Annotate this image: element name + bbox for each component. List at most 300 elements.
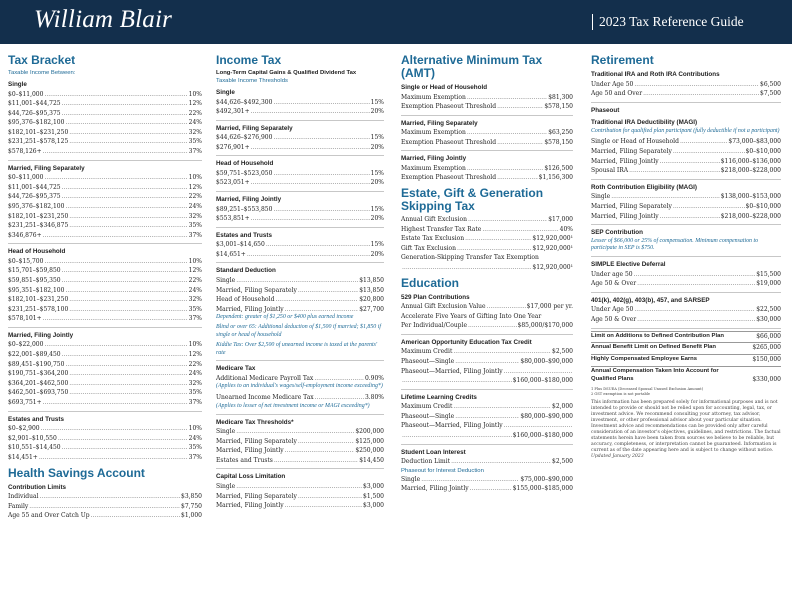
row-value: 35% [188,305,202,313]
row-label: Gift Tax Exclusion [401,244,457,252]
row-value: $7,750 [181,502,202,510]
row-value: 10% [188,425,202,433]
table-row [8,128,202,138]
divider [8,327,202,328]
student-loan-title: Student Loan Interest [401,448,466,456]
row-label: Per Individual/Couple [401,322,467,330]
group-title: Married, Filing Jointly [401,155,467,163]
table-row [216,286,384,296]
row-value: 10% [188,174,202,182]
row-label: $364,201–$462,500 [8,379,69,387]
divider [591,224,781,225]
aotc-mfj-value: ..... $160,000–$180,000 [401,376,573,386]
table-row [401,225,573,235]
plan-529-title: 529 Plan Contributions [401,293,470,301]
phaseout-title: Phaseout [591,106,620,114]
table-row [8,118,202,128]
row-value: 20% [370,215,384,223]
table-row [8,183,202,193]
ira-contrib-title: Traditional IRA and Roth IRA Contributions [591,71,720,78]
medicare-payroll-note: (Applies to an individual's wages/self-employment income exceeding*) [216,383,383,390]
divider [401,444,573,445]
row-label: Individual [8,493,39,500]
table-row [8,398,202,408]
row-value: 20% [370,143,384,151]
divider [401,389,573,390]
table-row [216,107,384,117]
row-value: 20% [370,108,384,116]
row-value: 22% [188,277,202,284]
table-row [591,270,781,280]
row-value: 32% [188,128,202,136]
table-row [8,276,202,286]
divider [8,160,202,161]
limit-row [591,355,781,364]
group-title: Single [8,81,27,88]
row-value: $3,000 [363,482,384,490]
estate-title: Estate, Gift & Generation Skipping Tax [401,186,544,214]
table-row [401,347,573,357]
table-row [8,173,202,183]
row-value: 32% [188,296,202,304]
row-value: $125,000 [355,437,384,445]
table-row [8,511,202,521]
row-label: $0–$22,000 [8,341,44,349]
row-value: $578,150 [544,103,573,111]
table-row [216,427,384,437]
std-deduction-note-dependent: Dependent: greater of $1,250 or $400 plus earned income [216,314,354,321]
divider [591,292,781,293]
divider [216,120,384,121]
row-label: $0–$11,000 [8,174,44,182]
row-label: $44,726–$95,375 [8,193,61,201]
trad-ira-title: Traditional IRA Deductibility (MAGI) [591,119,698,127]
row-label: Maximum Exemption [401,164,466,172]
group-title: Head of Household [8,248,66,256]
student-loan-rows [401,457,573,467]
row-value: 15% [370,241,384,249]
row-value: $3,000 [363,502,384,510]
divider [216,227,384,228]
row-value: $218,000–$228,000 [720,167,781,175]
row-label: $276,901+ [216,143,250,151]
table-row [8,305,202,315]
limit-row [591,332,781,341]
table-row [591,212,781,222]
row-label: Phaseout—Single [401,412,455,420]
document-title: 2023 Tax Reference Guide [592,14,744,30]
row-label: $22,001–$89,450 [8,351,61,359]
table-row [8,109,202,119]
table-row [591,147,781,157]
row-value: 15% [370,98,384,106]
row-label: $89,451–$190,750 [8,360,65,368]
table-row [591,137,781,147]
table-row [8,453,202,463]
row-label: $2,901–$10,550 [8,434,57,442]
row-value: 24% [188,434,202,442]
row-label: $59,751–$523,050 [216,169,273,177]
row-value: $80,000–$90,000 [520,412,573,420]
row-label: Age 50 and Over [591,90,643,98]
aotc-mfj-label: Phaseout—Married, Filing Jointly ..... [401,367,573,377]
trad-ira-rows [591,137,781,175]
table-row [8,137,202,147]
income-tax-thresholds-label: Taxable Income Thresholds [216,78,288,84]
table-row [401,128,573,138]
row-label: $95,376–$182,100 [8,119,65,127]
table-row [8,434,202,444]
limit-row [591,367,781,384]
group-title: Estates and Trusts [8,415,64,423]
row-value: 35% [188,138,202,146]
row-value: $13,850 [359,286,384,294]
row-value: 35% [188,222,202,230]
medicare-payroll-row [216,374,384,384]
medicare-unearned-row [216,393,384,403]
limit-value: $66,000 [756,332,781,340]
table-row [216,143,384,153]
table-row [8,147,202,157]
hsa-group-title: Contribution Limits [8,483,67,491]
row-value: $7,500 [760,90,781,98]
table-row [8,257,202,267]
row-value: $126,500 [544,164,573,172]
table-row [8,231,202,241]
table-row [591,315,781,325]
divider [216,360,384,361]
row-label: Married, Filing Jointly [216,502,284,510]
table-row [591,202,781,212]
table-row [216,492,384,502]
row-label: $15,701–$59,850 [8,267,61,275]
llc-mfj-value: ..... $160,000–$180,000 [401,431,573,441]
row-value: 3.80% [364,394,384,402]
row-label: $553,851+ [216,215,250,223]
hsa-rows [8,492,202,521]
table-row [591,80,781,90]
row-value: $75,000–$90,000 [520,475,573,483]
table-row [401,102,573,112]
row-label: Under Age 50 [591,80,634,88]
hsa-title: Health Savings Account [8,465,145,480]
row-value: 24% [188,370,202,378]
row-value: $6,500 [760,80,781,88]
row-label: $59,851–$95,350 [8,277,61,284]
row-value: 10% [188,341,202,349]
row-label: Age 50 & Over [591,316,637,324]
row-label: Highest Transfer Tax Rate [401,225,482,233]
row-value: 40% [559,225,573,233]
row-value: $2,500 [552,458,573,466]
medicare-thresholds-rows [216,427,384,465]
row-label: Annual Gift Exclusion Value [401,303,486,311]
table-row [216,276,384,286]
divider [591,328,781,329]
row-label: Single or Head of Household [591,138,679,146]
table-row [591,305,781,315]
table-row [8,350,202,360]
row-label: Married, Filing Separately [591,202,672,210]
footnote-1: 1 Plus DSUEA (Deceased Spousal Unused Exclusion Amount) [591,386,704,391]
std-deduction-title: Standard Deduction [216,267,276,275]
row-label: $182,101–$231,250 [8,296,69,304]
column-tax-bracket [8,54,202,521]
row-label: Exemption Phaseout Threshold [401,103,497,111]
table-row [8,492,202,502]
table-row [8,295,202,305]
tax-bracket-groups [8,81,202,463]
row-value: $2,500 [552,348,573,356]
row-label: $578,126+ [8,148,42,156]
table-row [216,250,384,260]
disclaimer-text: This information has been prepared solely for informational purposes and is not intended to provide or should not be relied upon for accounting, legal, tax, or investment advice. We recommend consulting your attorney, tax advisor, investment, or other professional advisor about your particular situation. Investment advice and recommendations can be provided only after careful consideration of an investor's objectives, guidelines, and restrictions. The factual statements herein have been taken from sources we believe to be reliable, but accuracy, completeness, or interpretation cannot be guaranteed. Information is current as of the date appearing here and is subject to change without notice. [591,400,781,453]
row-label: $11,001–$44,725 [8,100,61,108]
tax-bracket-subtitle: Taxable Income Between: [8,70,76,76]
row-label: Married, Filing Separately [591,148,672,156]
group-title: Married, Filing Separately [216,124,293,132]
group-title: Single or Head of Household [401,84,488,91]
table-row [8,192,202,202]
row-value: $218,000–$228,000 [720,212,781,220]
group-title: Married, Filing Jointly [216,196,282,204]
row-value: $81,300 [548,93,573,101]
medicare-unearned-note: (Applies to lesser of net investment income or MAGI exceeding*) [216,402,370,409]
divider [8,411,202,412]
row-label: Under Age 50 [591,306,634,314]
row-value: 12% [188,183,202,191]
amt-title: Alternative Minimum Tax (AMT) [401,53,543,80]
retirement-title: Retirement [591,53,654,67]
row-label: $0–$15,700 [8,257,44,265]
row-value: 0.90% [364,374,384,382]
row-label: Single [216,428,236,436]
row-value: $30,000 [756,316,781,324]
education-title: Education [401,275,460,290]
std-deduction-note-kiddie: Kiddie Tax: Over $2,500 of unearned income is taxed at the parents' rate [216,341,378,356]
row-label: Additional Medicare Payroll Tax [216,374,314,382]
divider [401,334,573,335]
plan-529-accelerate: Accelerate Five Years of Gifting Into One Year [401,312,542,320]
divider [216,468,384,469]
row-value: 37% [188,231,202,239]
row-value: $19,000 [756,280,781,288]
row-label: Exemption Phaseout Threshold [401,138,497,146]
table-row [401,234,573,244]
table-row [216,446,384,456]
limit-value: $150,000 [752,356,781,364]
row-value: $27,700 [359,305,384,313]
row-value: 24% [188,286,202,294]
table-row [216,456,384,466]
table-row [8,424,202,434]
row-label: $3,001–$14,650 [216,241,265,249]
table-row [8,388,202,398]
llc-title: Lifetime Learning Credits [401,393,477,401]
medicare-thresholds-title: Medicare Tax Thresholds* [216,418,294,426]
row-value: 20% [370,179,384,187]
table-row [401,173,573,183]
group-title: Married, Filing Separately [8,164,85,172]
std-deduction-note-blind: Blind or over 65: Additional deduction of $1,500 if married; $1,850 if single or head of household [216,324,381,338]
capital-loss-rows [216,482,384,511]
simple-rows [591,270,781,289]
row-label: $44,726–$95,375 [8,109,61,117]
row-label: Phaseout—Single [401,358,455,365]
row-value: $1,500 [363,492,384,500]
amt-groups [401,84,573,183]
table-row [8,221,202,231]
income-tax-groups [216,89,384,259]
row-label: Age 55 and Over Catch Up [8,512,90,520]
row-value: 10% [188,90,202,98]
divider [401,115,573,116]
row-label: Maximum Credit [401,348,453,356]
row-value: 35% [188,444,202,452]
row-label: $0–$2,900 [8,425,40,433]
column-income-tax [216,54,384,511]
row-value: $22,500 [756,306,781,314]
row-value: 35% [188,389,202,397]
limit-label: Highly Compensated Employee Earns [591,356,698,363]
row-value: 24% [188,202,202,210]
trad-ira-note: Contribution for qualified plan participant (fully deductible if not a participant) [591,127,780,134]
row-label: $231,251–$578,100 [8,305,69,313]
row-value: $17,000 per yr. [526,303,573,311]
row-value: 22% [188,360,202,368]
group-title: Married, Filing Jointly [8,331,74,339]
table-row [216,133,384,143]
row-label: $95,351–$182,100 [8,286,65,294]
row-value: $138,000–$153,000 [720,193,781,201]
row-value: $12,920,000¹ [532,235,573,243]
row-label: Married, Filing Separately [216,492,297,500]
row-label: $231,251–$346,875 [8,222,69,230]
column-amt-estate-education [401,54,573,494]
divider [216,155,384,156]
row-label: Exemption Phaseout Threshold [401,174,497,182]
table-row [8,369,202,379]
capital-loss-title: Capital Loss Limitation [216,473,286,481]
group-title: Estates and Trusts [216,231,272,239]
updated-date: Updated January 2023 [591,454,644,459]
row-label: Head of Household [216,296,275,304]
limit-label: Annual Benefit Limit on Defined Benefit Plan [591,344,717,351]
sep-title: SEP Contribution [591,229,644,237]
table-row [401,475,573,485]
row-label: $44,626–$492,300 [216,98,273,106]
row-label: $14,651+ [216,250,246,258]
table-row [401,164,573,174]
row-label: Single [591,193,611,201]
row-label: $523,051+ [216,179,250,187]
group-title: Head of Household [216,160,274,168]
row-label: $346,876+ [8,231,42,239]
row-label: Unearned Income Medicare Tax [216,394,314,402]
row-value: 12% [188,351,202,359]
table-row [401,357,573,367]
row-value: $80,000–$90,000 [520,358,573,365]
row-value: $73,000–$83,000 [728,138,781,146]
row-value: $12,920,000¹ [532,264,573,272]
tax-bracket-title: Tax Bracket [8,53,76,67]
ira-contrib-rows [591,80,781,99]
row-label: $0–$11,000 [8,90,44,98]
table-row [8,502,202,512]
row-label: $693,751+ [8,399,42,407]
row-label: Single [216,276,236,284]
row-label: $95,376–$182,100 [8,202,65,210]
row-label: $492,301+ [216,108,250,116]
row-value: 12% [188,100,202,108]
table-row [591,192,781,202]
limit-label: Limit on Additions to Defined Contribution Plan [591,332,724,339]
table-row [401,138,573,148]
table-row [8,202,202,212]
row-value: $12,920,000¹ [532,244,573,252]
row-label: Married, Filing Separately [216,286,297,294]
llc-mfj-label: Phaseout—Married, Filing Jointly ..... [401,421,573,431]
row-value: $15,500 [756,270,781,278]
medicare-title: Medicare Tax [216,365,256,373]
row-value: $200,000 [355,428,384,436]
table-row [401,402,573,412]
table-row [8,212,202,222]
row-value: $578,150 [544,138,573,146]
row-label: Estates and Trusts [216,456,273,464]
table-row [401,302,573,312]
row-label: Spousal IRA [591,167,629,175]
group-title: Single [216,89,235,96]
table-row [216,437,384,447]
row-label: Estate Tax Exclusion [401,235,465,243]
row-value: $0–$10,000 [745,148,781,156]
row-label: $89,251–$553,850 [216,205,273,213]
row-label: Single [401,475,421,483]
row-label: Maximum Credit [401,403,453,411]
row-value: 10% [188,257,202,265]
table-row [8,266,202,276]
roth-rows [591,192,781,221]
row-label: $190,751–$364,200 [8,370,69,378]
row-value: 22% [188,193,202,201]
income-tax-title: Income Tax [216,53,282,67]
row-value: $1,156,300 [538,174,573,182]
row-value: 32% [188,379,202,387]
row-label: Deduction Limit [401,458,451,466]
row-label: Annual Gift Exclusion [401,216,467,224]
divider [401,150,573,151]
table-row [401,457,573,467]
row-value: $250,000 [355,447,384,455]
row-label: Married, Filing Jointly [216,305,284,313]
row-label: $182,101–$231,250 [8,128,69,136]
row-label: $10,551–$14,450 [8,444,61,452]
divider [216,414,384,415]
table-row [8,286,202,296]
simple-title: SIMPLE Elective Deferral [591,261,666,269]
income-tax-subtitle: Long-Term Capital Gains & Qualified Dividend Tax [216,70,357,76]
row-label: $462,501–$693,750 [8,389,69,397]
table-row [401,484,573,494]
row-value: 24% [188,119,202,127]
row-label: Married, Filing Jointly [216,447,284,455]
table-row [401,93,573,103]
column-retirement [591,54,781,460]
table-row [401,215,573,225]
row-value: $20,800 [359,296,384,304]
row-label: Maximum Exemption [401,93,466,101]
